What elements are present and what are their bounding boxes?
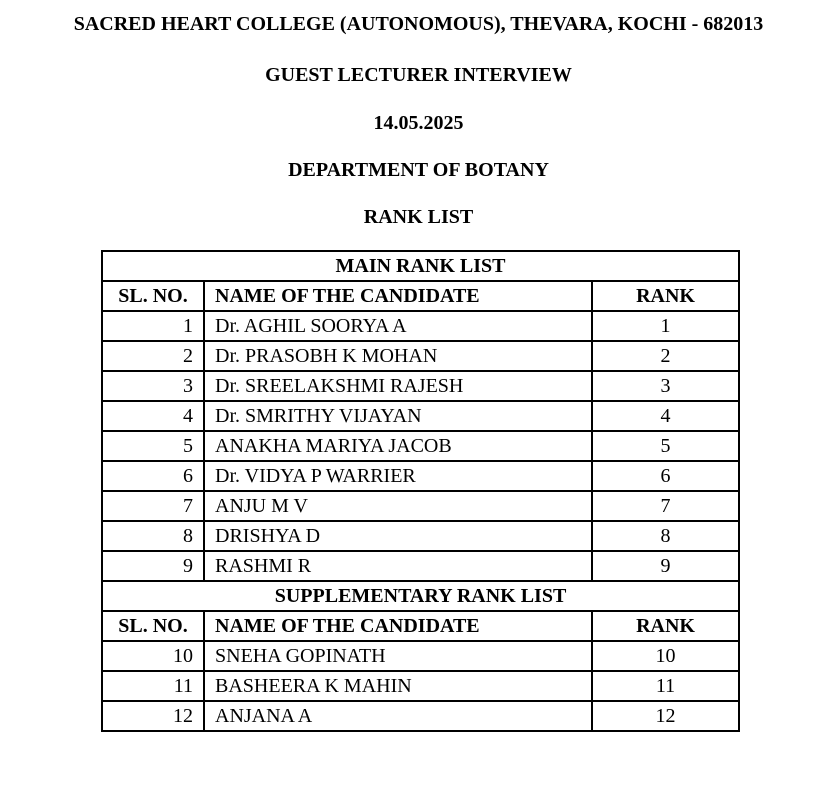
interview-title-heading: GUEST LECTURER INTERVIEW [265, 64, 572, 86]
rank-cell: 9 [592, 551, 739, 581]
sl-no-cell: 12 [102, 701, 204, 731]
sl-no-cell: 7 [102, 491, 204, 521]
candidate-name-column-header: NAME OF THE CANDIDATE [204, 281, 592, 311]
candidate-name-cell: ANJU M V [204, 491, 592, 521]
candidate-name-cell: SNEHA GOPINATH [204, 641, 592, 671]
rank-cell: 2 [592, 341, 739, 371]
rank-cell: 11 [592, 671, 739, 701]
candidate-name-column-header: NAME OF THE CANDIDATE [204, 611, 592, 641]
rank-cell: 5 [592, 431, 739, 461]
sl-no-cell: 9 [102, 551, 204, 581]
interview-date-heading: 14.05.2025 [373, 112, 464, 134]
supplementary-rank-list-title: SUPPLEMENTARY RANK LIST [102, 581, 739, 611]
supplementary-rank-list-title-row [102, 581, 739, 611]
rank-cell: 6 [592, 461, 739, 491]
sl-no-cell: 11 [102, 671, 204, 701]
sl-no-cell: 1 [102, 311, 204, 341]
candidate-name-cell: DRISHYA D [204, 521, 592, 551]
main-list-row [102, 521, 739, 551]
candidate-name-cell: ANAKHA MARIYA JACOB [204, 431, 592, 461]
rank-cell: 3 [592, 371, 739, 401]
supplementary-list-header-row [102, 611, 739, 641]
rank-cell: 1 [592, 311, 739, 341]
rank-list-heading: RANK LIST [363, 206, 474, 228]
candidate-name-cell: ANJANA A [204, 701, 592, 731]
sl-no-cell: 2 [102, 341, 204, 371]
main-list-row [102, 491, 739, 521]
sl-no-cell: 5 [102, 431, 204, 461]
main-list-row [102, 461, 739, 491]
rank-cell: 7 [592, 491, 739, 521]
rank-column-header: RANK [592, 611, 739, 641]
sl-no-cell: 3 [102, 371, 204, 401]
sl-no-column-header: SL. NO. [102, 611, 204, 641]
candidate-name-cell: Dr. SMRITHY VIJAYAN [204, 401, 592, 431]
department-heading: DEPARTMENT OF BOTANY [288, 159, 549, 181]
rank-column-header: RANK [592, 281, 739, 311]
candidate-name-cell: RASHMI R [204, 551, 592, 581]
main-list-row [102, 341, 739, 371]
main-list-row [102, 431, 739, 461]
sl-no-cell: 10 [102, 641, 204, 671]
rank-cell: 4 [592, 401, 739, 431]
candidate-name-cell: BASHEERA K MAHIN [204, 671, 592, 701]
sl-no-cell: 8 [102, 521, 204, 551]
main-list-row [102, 401, 739, 431]
candidate-name-cell: Dr. SREELAKSHMI RAJESH [204, 371, 592, 401]
rank-table-body [102, 251, 739, 731]
main-list-row [102, 551, 739, 581]
college-name-heading: SACRED HEART COLLEGE (AUTONOMOUS), THEVARA, KOCHI - 682013 [73, 13, 764, 35]
rank-cell: 12 [592, 701, 739, 731]
sl-no-cell: 4 [102, 401, 204, 431]
main-rank-list-title-row [102, 251, 739, 281]
main-list-row [102, 311, 739, 341]
rank-table [101, 250, 740, 732]
supplementary-list-row [102, 701, 739, 731]
supplementary-list-row [102, 641, 739, 671]
candidate-name-cell: Dr. VIDYA P WARRIER [204, 461, 592, 491]
rank-cell: 10 [592, 641, 739, 671]
main-list-header-row [102, 281, 739, 311]
candidate-name-cell: Dr. PRASOBH K MOHAN [204, 341, 592, 371]
sl-no-column-header: SL. NO. [102, 281, 204, 311]
rank-cell: 8 [592, 521, 739, 551]
sl-no-cell: 6 [102, 461, 204, 491]
main-list-row [102, 371, 739, 401]
candidate-name-cell: Dr. AGHIL SOORYA A [204, 311, 592, 341]
main-rank-list-title: MAIN RANK LIST [102, 251, 739, 281]
supplementary-list-row [102, 671, 739, 701]
